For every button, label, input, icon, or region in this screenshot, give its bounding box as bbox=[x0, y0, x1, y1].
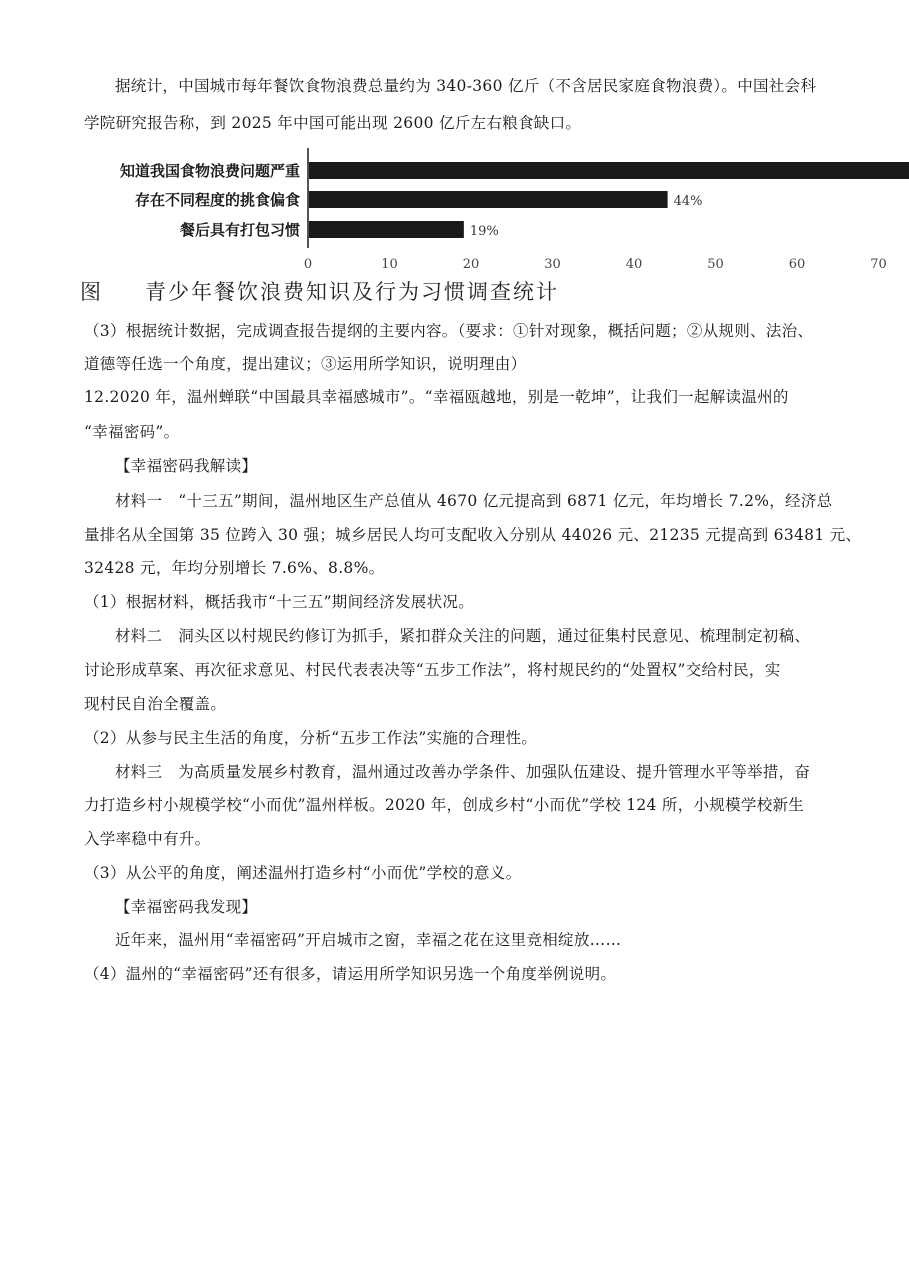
bar-chart-svg bbox=[80, 140, 887, 275]
material1-line-2: 量排名从全国第 35 位跨入 30 强；城乡居民人均可支配收入分别从 44026 元、21235 元提高到 63481 元、 bbox=[84, 526, 862, 544]
x-tick-label: 10 bbox=[381, 257, 398, 272]
discover-text: 近年来，温州用“幸福密码”开启城市之窗，幸福之花在这里竞相绽放…… bbox=[115, 931, 622, 949]
category-label: 知道我国食物浪费问题严重 bbox=[119, 162, 300, 180]
question-4: （4）温州的“幸福密码”还有很多，请运用所学知识另选一个角度举例说明。 bbox=[84, 965, 617, 983]
value-label: 44% bbox=[673, 194, 703, 209]
chart-caption bbox=[80, 276, 559, 306]
chart-title: 青少年餐饮浪费知识及行为习惯调查统计 bbox=[145, 280, 559, 304]
x-tick-label: 20 bbox=[462, 257, 480, 272]
category-label: 餐后具有打包习惯 bbox=[179, 221, 300, 239]
category-label: 存在不同程度的挑食偏食 bbox=[134, 191, 300, 209]
section-title-discover: 【幸福密码我发现】 bbox=[115, 898, 258, 916]
material3-line-3: 入学率稳中有升。 bbox=[84, 830, 211, 848]
material2-line-1: 材料二 洞头区以村规民约修订为抓手，紧扣群众关注的问题，通过征集村民意见、梳理制定初稿、 bbox=[115, 627, 811, 645]
x-tick-label: 50 bbox=[707, 257, 724, 272]
value-label: 19% bbox=[469, 224, 499, 239]
material2-line-2: 讨论形成草案、再次征求意见、村民代表表决等“五步工作法”，将村规民约的“处置权”交给村民，实 bbox=[84, 661, 781, 679]
section-title-interpret: 【幸福密码我解读】 bbox=[115, 457, 258, 475]
x-tick-label: 30 bbox=[544, 257, 561, 272]
material1-line-1: 材料一 “十三五”期间，温州地区生产总值从 4670 亿元提高到 6871 亿元，年均增长 7.2%，经济总 bbox=[115, 492, 833, 510]
q12-line-1: 12.2020 年，温州蝉联“中国最具幸福感城市”。“幸福瓯越地，别是一乾坤”，让我们一起解读温州的 bbox=[84, 388, 789, 406]
x-tick-label: 60 bbox=[788, 257, 806, 272]
x-tick-label: 0 bbox=[303, 257, 313, 272]
bar bbox=[309, 191, 668, 208]
q3-first-line-1: （3）根据统计数据，完成调查报告提纲的主要内容。（要求：①针对现象，概括问题；②从规则、法治、 bbox=[84, 322, 814, 340]
intro-line-1: 据统计，中国城市每年餐饮食物浪费总量约为 340-360 亿斤（不含居民家庭食物浪费）。中国社会科 bbox=[115, 77, 817, 95]
q3-first-line-2: 道德等任选一个角度，提出建议；③运用所学知识，说明理由） bbox=[84, 355, 527, 373]
question-3: （3）从公平的角度，阐述温州打造乡村“小而优”学校的意义。 bbox=[84, 864, 522, 882]
material1-line-3: 32428 元，年均分别增长 7.6%、8.8%。 bbox=[84, 559, 385, 577]
intro-line-2: 学院研究报告称，到 2025 年中国可能出现 2600 亿斤左右粮食缺口。 bbox=[84, 114, 582, 132]
figure-label: 图 bbox=[80, 280, 103, 304]
bar-chart bbox=[80, 140, 887, 310]
question-1: （1）根据材料，概括我市“十三五”期间经济发展状况。 bbox=[84, 593, 475, 611]
x-tick-label: 40 bbox=[625, 257, 643, 272]
bar bbox=[309, 162, 909, 179]
bar bbox=[309, 221, 464, 238]
material2-line-3: 现村民自治全覆盖。 bbox=[84, 695, 227, 713]
material3-line-1: 材料三 为高质量发展乡村教育，温州通过改善办学条件、加强队伍建设、提升管理水平等举措，奋 bbox=[115, 763, 811, 781]
question-2: （2）从参与民主生活的角度，分析“五步工作法”实施的合理性。 bbox=[84, 729, 538, 747]
x-tick-label: 70 bbox=[870, 257, 887, 272]
q12-line-2: “幸福密码”。 bbox=[84, 423, 180, 441]
material3-line-2: 力打造乡村小规模学校“小而优”温州样板。2020 年，创成乡村“小而优”学校 124 所，小规模学校新生 bbox=[84, 796, 805, 814]
